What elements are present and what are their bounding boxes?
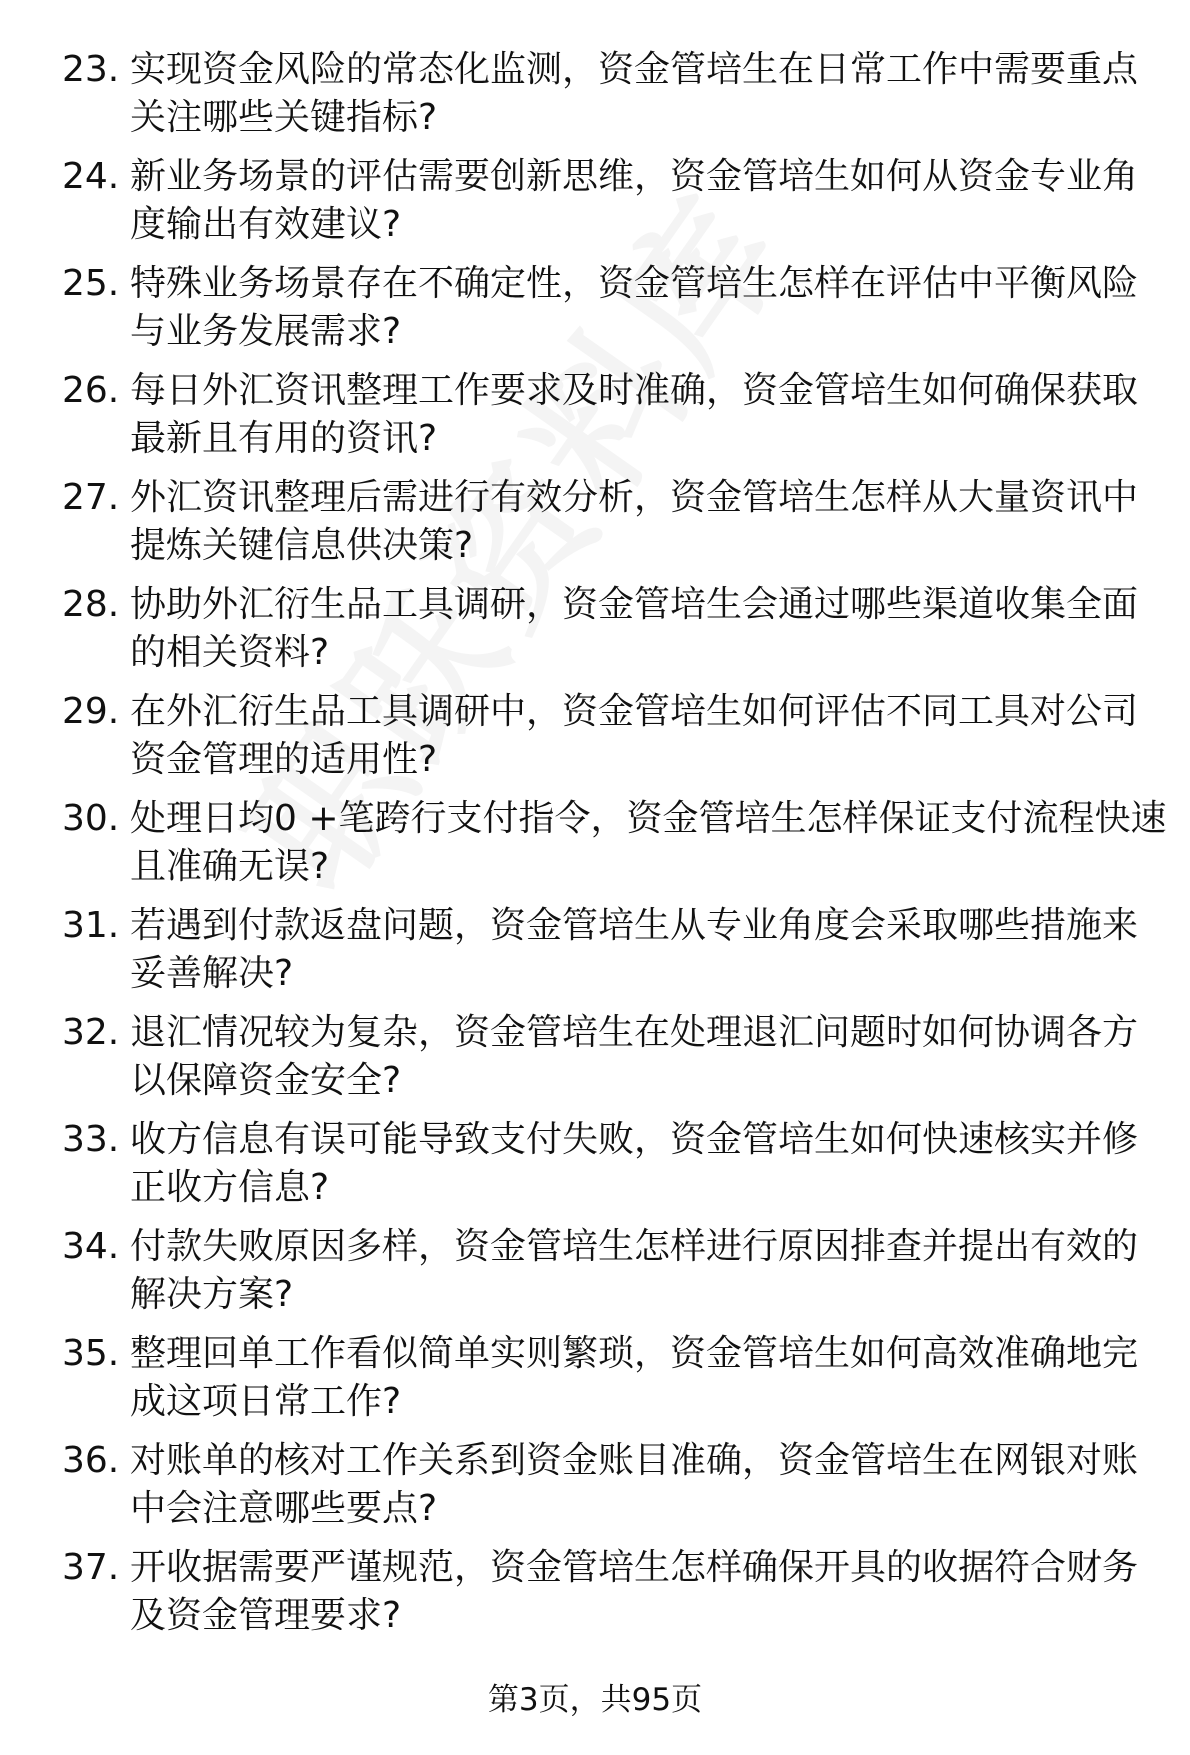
question-item-24 (62, 153, 1172, 260)
question-number: 35. (62, 1333, 120, 1374)
question-number: 36. (62, 1440, 120, 1481)
question-text: 对账单的核对工作关系到资金账目准确，资金管培生在网银对账中会注意哪些要点? (130, 1440, 1139, 1529)
question-text: 协助外汇衍生品工具调研，资金管培生会通过哪些渠道收集全面的相关资料? (130, 584, 1139, 673)
question-text: 实现资金风险的常态化监测，资金管培生在日常工作中需要重点关注哪些关键指标? (130, 49, 1139, 138)
question-item-26 (62, 367, 1172, 474)
question-text: 若遇到付款返盘问题，资金管培生从专业角度会采取哪些措施来妥善解决? (130, 905, 1139, 994)
question-text: 在外汇衍生品工具调研中，资金管培生如何评估不同工具对公司资金管理的适用性? (130, 691, 1139, 780)
question-text: 处理日均0 +笔跨行支付指令，资金管培生怎样保证支付流程快速且准确无误? (130, 798, 1167, 887)
question-number: 27. (62, 477, 120, 518)
question-item-27 (62, 474, 1172, 581)
question-text: 新业务场景的评估需要创新思维，资金管培生如何从资金专业角度输出有效建议? (130, 156, 1139, 245)
question-item-35 (62, 1330, 1172, 1437)
question-text: 开收据需要严谨规范，资金管培生怎样确保开具的收据符合财务及资金管理要求? (130, 1547, 1139, 1636)
question-item-30 (62, 795, 1172, 902)
question-number: 24. (62, 156, 120, 197)
question-item-25 (62, 260, 1172, 367)
question-list (62, 46, 1172, 1651)
question-number: 28. (62, 584, 120, 625)
question-item-36 (62, 1437, 1172, 1544)
question-item-34 (62, 1223, 1172, 1330)
question-number: 29. (62, 691, 120, 732)
question-item-31 (62, 902, 1172, 1009)
page-footer (0, 1680, 1190, 1720)
question-number: 37. (62, 1547, 120, 1588)
question-item-23 (62, 46, 1172, 153)
question-number: 33. (62, 1119, 120, 1160)
question-item-32 (62, 1009, 1172, 1116)
question-number: 23. (62, 49, 120, 90)
question-text: 付款失败原因多样，资金管培生怎样进行原因排查并提出有效的解决方案? (130, 1226, 1139, 1315)
question-text: 外汇资讯整理后需进行有效分析，资金管培生怎样从大量资讯中提炼关键信息供决策? (130, 477, 1139, 566)
question-number: 25. (62, 263, 120, 304)
question-text: 每日外汇资讯整理工作要求及时准确，资金管培生如何确保获取最新且有用的资讯? (130, 370, 1139, 459)
page-number-label: 第3页，共95页 (487, 1682, 703, 1718)
question-number: 30. (62, 798, 120, 839)
question-number: 31. (62, 905, 120, 946)
question-number: 32. (62, 1012, 120, 1053)
question-text: 退汇情况较为复杂，资金管培生在处理退汇问题时如何协调各方以保障资金安全? (130, 1012, 1139, 1101)
question-text: 收方信息有误可能导致支付失败，资金管培生如何快速核实并修正收方信息? (130, 1119, 1139, 1208)
question-text: 整理回单工作看似简单实则繁琐，资金管培生如何高效准确地完成这项日常工作? (130, 1333, 1139, 1422)
question-item-37 (62, 1544, 1172, 1651)
question-item-29 (62, 688, 1172, 795)
question-text: 特殊业务场景存在不确定性，资金管培生怎样在评估中平衡风险与业务发展需求? (130, 263, 1139, 352)
question-number: 26. (62, 370, 120, 411)
question-item-33 (62, 1116, 1172, 1223)
question-item-28 (62, 581, 1172, 688)
question-number: 34. (62, 1226, 120, 1267)
